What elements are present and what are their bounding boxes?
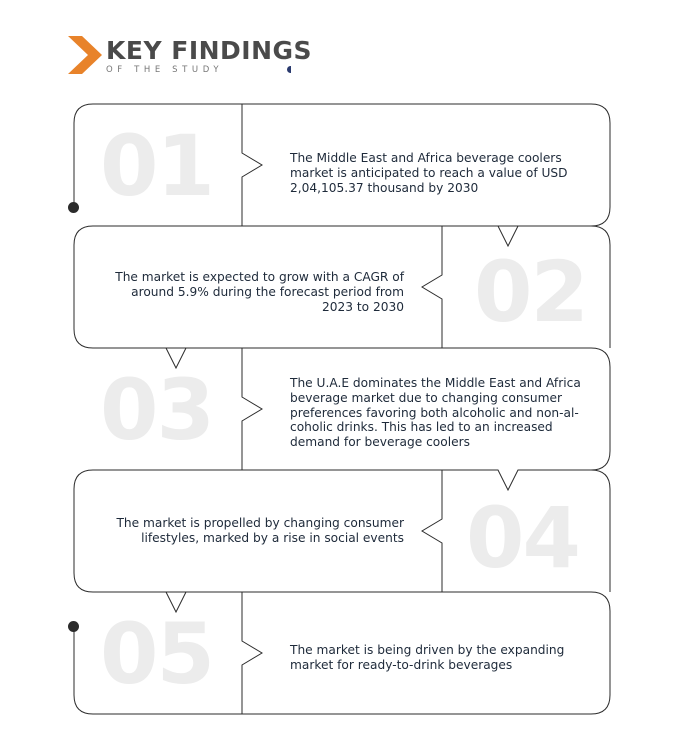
- finding-number-2: 02: [474, 243, 587, 341]
- finding-number-5: 05: [100, 605, 213, 703]
- half-circle-icon: [287, 66, 291, 73]
- finding-text-5: The market is being driven by the expanding market for ready-to-drink beverages: [290, 643, 565, 672]
- finding-text-2: The market is expected to grow with a CAGR of around 5.9% during the forecast period from 2023 to 2030: [115, 270, 404, 314]
- divider-4: [422, 470, 442, 592]
- divider-1: [242, 104, 262, 226]
- divider-2: [422, 226, 442, 348]
- finding-box-4-outline: [74, 489, 186, 612]
- divider-3: [242, 348, 262, 470]
- divider-5: [242, 592, 262, 714]
- page-subtitle: OF THE STUDY: [106, 65, 224, 75]
- finding-text-3: The U.A.E dominates the Middle East and Africa beverage market due to changing consumer preferences favoring both alcoholic and non-al-coholic drinks. This has led to an increased demand for beverage coolers: [290, 376, 581, 450]
- timeline-start-dot: [68, 202, 79, 213]
- finding-number-4: 04: [466, 489, 579, 587]
- timeline-end-dot: [68, 621, 79, 632]
- finding-text-4: The market is propelled by changing consumer lifestyles, marked by a rise in social events: [116, 516, 404, 545]
- finding-number-1: 01: [100, 117, 213, 215]
- finding-text-1: The Middle East and Africa beverage coolers market is anticipated to reach a value of USD 2,04,105.37 thousand by 2030: [290, 151, 568, 195]
- chevron-right-icon: [68, 36, 102, 74]
- page-title: KEY FINDINGS: [106, 36, 313, 65]
- finding-number-3: 03: [100, 361, 213, 459]
